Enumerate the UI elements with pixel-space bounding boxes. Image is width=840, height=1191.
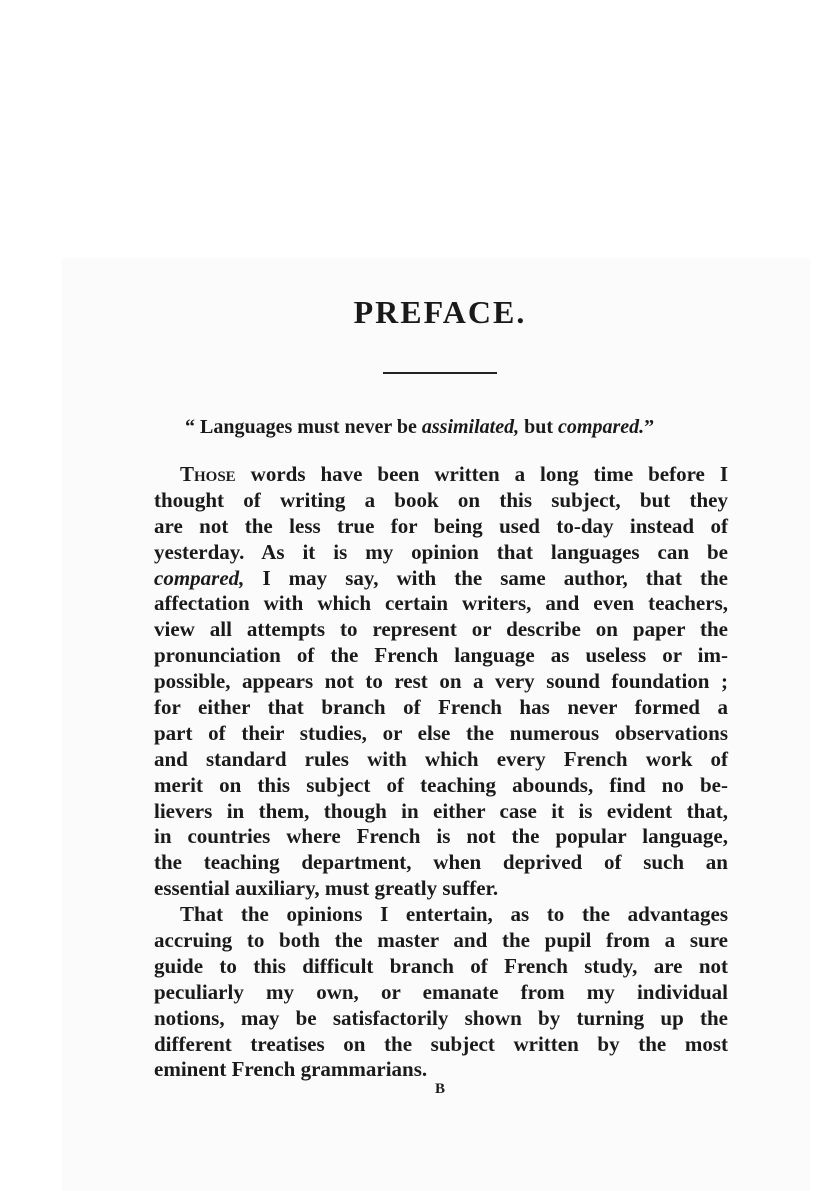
paragraph-1-line: thought of writing a book on this subject, but they [154,487,728,512]
paragraph-1-line: yesterday. As it is my opinion that languages can be [154,539,728,564]
paragraph-1-line: pronunciation of the French language as useless or im- [154,643,728,668]
paragraph-1-line: merit on this subject of teaching abounds, find no be- [154,772,728,797]
paragraph-2-line: accruing to both the master and the pupil from a sure [154,928,728,953]
paragraph-2-line: peculiarly my own, or emanate from my individual [154,979,728,1004]
paragraph-2-line: guide to this difficult branch of French study, are not [154,953,728,978]
emphasized-word: compared, [154,565,245,590]
paragraph-1-line: are not the less true for being used to-day instead of [154,513,728,538]
paragraph-2-line: different treatises on the subject written by the most [154,1031,728,1056]
paragraph-1-line: compared, I may say, with the same author, that the [154,565,728,590]
epigraph-close-quote: ” [644,416,655,438]
paragraph-1-line: view all attempts to represent or describe on paper the [154,617,728,642]
paragraph-1-first-word: Those [180,462,236,486]
paragraph-1-line: in countries where French is not the popular language, [154,824,728,849]
preface-body [154,462,728,1083]
paragraph-1-line: affectation with which certain writers, and even teachers, [154,591,728,616]
paragraph-1-line: for either that branch of French has never formed a [154,695,728,720]
paragraph-1-line: part of their studies, or else the numerous observations [154,720,728,745]
paragraph-2-last-line: eminent French grammarians. [154,1057,428,1082]
signature-mark: B [434,1081,445,1097]
paragraph-2-line: That the opinions I entertain, as to the advantages [180,902,728,927]
paragraph-1-line: Those words have been written a long time before I [180,462,728,486]
paragraph-1-last-line: essential auxiliary, must greatly suffer. [154,876,499,901]
paragraph-2-line: notions, may be satisfactorily shown by turning up the [154,1005,728,1030]
epigraph-open-quote: “ [185,416,195,438]
epigraph [185,414,745,440]
paragraph-1-line: and standard rules with which every French work of [154,746,728,771]
title-divider [383,372,497,374]
paragraph-1-line: the teaching department, when deprived of such an [154,850,728,875]
page-title: PREFACE. [353,294,527,330]
epigraph-emphasis-2: compared. [558,416,645,438]
paragraph-1-line: possible, appears not to rest on a very sound foundation ; [154,669,728,694]
epigraph-emphasis-1: assimilated, [421,416,520,438]
paragraph-1-line: lievers in them, though in either case it is evident that, [154,798,728,823]
epigraph-text-1: Languages must never be [195,416,422,438]
epigraph-text-2: but [519,416,559,438]
